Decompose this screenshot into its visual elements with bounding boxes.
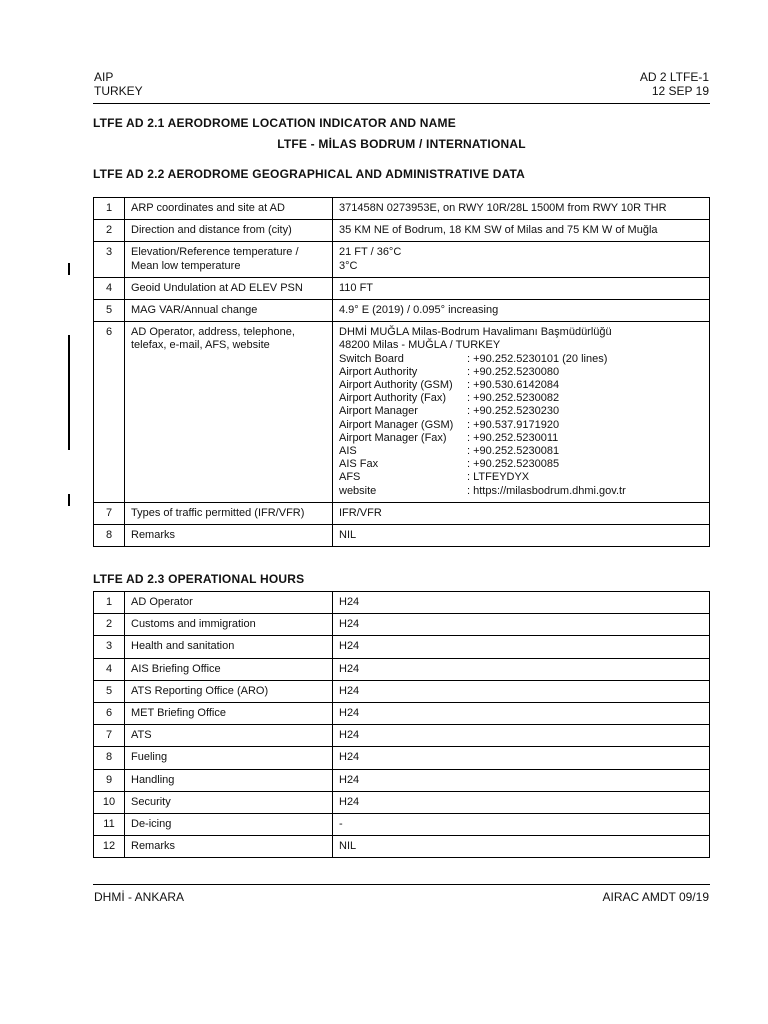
row-number: 7 bbox=[94, 725, 125, 747]
operator-name: DHMİ MUĞLA Milas-Bodrum Havalimanı Başmüdürlüğü bbox=[339, 326, 612, 339]
row-value: 4.9° E (2019) / 0.095° increasing bbox=[333, 300, 710, 322]
section-2-2-title: LTFE AD 2.2 AERODROME GEOGRAPHICAL AND ADMINISTRATIVE DATA bbox=[93, 167, 526, 181]
table-row bbox=[94, 322, 710, 503]
table-row bbox=[94, 300, 710, 322]
row-item-line: Mean low temperature bbox=[131, 259, 241, 272]
contact-label: Airport Manager (Fax) bbox=[339, 431, 447, 444]
contact-label: website bbox=[339, 484, 377, 497]
row-value: NIL bbox=[333, 836, 710, 858]
footer-rule bbox=[93, 884, 710, 885]
geo-admin-data-table bbox=[93, 197, 710, 547]
table-row bbox=[94, 836, 710, 858]
row-item: Direction and distance from (city) bbox=[125, 220, 333, 242]
row-value-line: 21 FT / 36°C bbox=[339, 246, 402, 259]
page-reference: AD 2 LTFE-1 bbox=[639, 70, 709, 84]
row-item: ATS bbox=[125, 725, 333, 747]
row-value: H24 bbox=[333, 791, 710, 813]
row-value: NIL bbox=[333, 525, 710, 547]
table-row bbox=[94, 636, 710, 658]
table-row bbox=[94, 658, 710, 680]
contact-value: : +90.530.6142084 bbox=[467, 379, 560, 392]
contact-label: Airport Authority bbox=[339, 365, 418, 378]
table-row bbox=[94, 769, 710, 791]
table-row bbox=[94, 592, 710, 614]
row-number: 7 bbox=[94, 502, 125, 524]
row-number: 8 bbox=[94, 525, 125, 547]
row-number: 10 bbox=[94, 791, 125, 813]
contact-value: : +90.537.9171920 bbox=[467, 418, 560, 431]
table-row bbox=[94, 277, 710, 299]
operator-address: 48200 Milas - MUĞLA / TURKEY bbox=[339, 339, 501, 352]
row-value: H24 bbox=[333, 592, 710, 614]
row-item: Security bbox=[125, 791, 333, 813]
row-value: H24 bbox=[333, 725, 710, 747]
amendment-reference: AIRAC AMDT 09/19 bbox=[602, 890, 709, 904]
contact-value: : +90.252.5230081 bbox=[467, 445, 560, 458]
table-row bbox=[94, 725, 710, 747]
row-number: 9 bbox=[94, 769, 125, 791]
operator-contact-details bbox=[333, 322, 710, 503]
row-number: 6 bbox=[94, 322, 125, 503]
row-item bbox=[125, 242, 333, 277]
contact-label: Switch Board bbox=[339, 352, 404, 365]
row-number: 3 bbox=[94, 636, 125, 658]
table-row bbox=[94, 525, 710, 547]
row-value: H24 bbox=[333, 703, 710, 725]
row-value: IFR/VFR bbox=[333, 502, 710, 524]
row-value: H24 bbox=[333, 614, 710, 636]
row-value: 371458N 0273953E, on RWY 10R/28L 1500M from RWY 10R THR bbox=[333, 198, 710, 220]
page-header-left bbox=[94, 70, 143, 98]
table-row bbox=[94, 502, 710, 524]
row-number: 2 bbox=[94, 614, 125, 636]
change-bar bbox=[68, 263, 70, 275]
contact-value: : +90.252.5230080 bbox=[467, 365, 560, 378]
contact-label: Airport Authority (Fax) bbox=[339, 392, 446, 405]
row-value: - bbox=[333, 814, 710, 836]
row-number: 3 bbox=[94, 242, 125, 277]
row-value: H24 bbox=[333, 769, 710, 791]
contact-value: : https://milasbodrum.dhmi.gov.tr bbox=[467, 484, 626, 497]
row-item: AD Operator bbox=[125, 592, 333, 614]
row-item: Types of traffic permitted (IFR/VFR) bbox=[125, 502, 333, 524]
row-number: 8 bbox=[94, 747, 125, 769]
publication-name: AIP bbox=[94, 70, 114, 84]
row-item-line: Elevation/Reference temperature / bbox=[131, 246, 299, 259]
row-value: H24 bbox=[333, 636, 710, 658]
row-item: MET Briefing Office bbox=[125, 703, 333, 725]
table-row bbox=[94, 220, 710, 242]
row-item: MAG VAR/Annual change bbox=[125, 300, 333, 322]
contact-label: Airport Authority (GSM) bbox=[339, 379, 453, 392]
row-number: 5 bbox=[94, 680, 125, 702]
table-row bbox=[94, 703, 710, 725]
row-item: Remarks bbox=[125, 836, 333, 858]
row-item: De-icing bbox=[125, 814, 333, 836]
table-row bbox=[94, 198, 710, 220]
row-value: 110 FT bbox=[333, 277, 710, 299]
row-item: ATS Reporting Office (ARO) bbox=[125, 680, 333, 702]
contact-value: : +90.252.5230011 bbox=[467, 431, 559, 444]
country-name: TURKEY bbox=[94, 84, 143, 98]
row-item: Geoid Undulation at AD ELEV PSN bbox=[125, 277, 333, 299]
contact-list bbox=[339, 353, 703, 498]
row-value: H24 bbox=[333, 658, 710, 680]
row-value: H24 bbox=[333, 680, 710, 702]
table-row bbox=[94, 242, 710, 277]
table-row bbox=[94, 614, 710, 636]
section-2-1-title: LTFE AD 2.1 AERODROME LOCATION INDICATOR AND NAME bbox=[93, 116, 456, 130]
row-item: Fueling bbox=[125, 747, 333, 769]
issuing-authority: DHMİ - ANKARA bbox=[94, 890, 185, 904]
contact-label: AFS bbox=[339, 471, 361, 484]
row-item-line: AD Operator, address, telephone, bbox=[131, 326, 295, 339]
row-number: 4 bbox=[94, 658, 125, 680]
row-number: 2 bbox=[94, 220, 125, 242]
contact-label: AIS bbox=[339, 445, 357, 458]
table-row bbox=[94, 791, 710, 813]
contact-label: AIS Fax bbox=[339, 458, 379, 471]
row-item-line: telefax, e-mail, AFS, website bbox=[131, 339, 270, 352]
row-number: 12 bbox=[94, 836, 125, 858]
change-bar bbox=[68, 494, 70, 506]
row-value bbox=[333, 242, 710, 277]
row-number: 5 bbox=[94, 300, 125, 322]
contact-value: : +90.252.5230101 (20 lines) bbox=[467, 352, 608, 365]
table-row bbox=[94, 814, 710, 836]
row-value: 35 KM NE of Bodrum, 18 KM SW of Milas and 75 KM W of Muğla bbox=[333, 220, 710, 242]
row-number: 1 bbox=[94, 198, 125, 220]
row-number: 1 bbox=[94, 592, 125, 614]
contact-value: : LTFEYDYX bbox=[467, 471, 530, 484]
contact-value: : +90.252.5230085 bbox=[467, 458, 560, 471]
section-2-3-title: LTFE AD 2.3 OPERATIONAL HOURS bbox=[93, 572, 305, 586]
aerodrome-name: LTFE - MİLAS BODRUM / INTERNATIONAL bbox=[277, 137, 526, 151]
row-item: Handling bbox=[125, 769, 333, 791]
operational-hours-table bbox=[93, 591, 710, 858]
table-row bbox=[94, 747, 710, 769]
change-bar bbox=[68, 335, 70, 450]
row-number: 4 bbox=[94, 277, 125, 299]
contact-label: Airport Manager (GSM) bbox=[339, 418, 454, 431]
row-item: Health and sanitation bbox=[125, 636, 333, 658]
contact-value: : +90.252.5230082 bbox=[467, 392, 560, 405]
row-value: H24 bbox=[333, 747, 710, 769]
row-number: 6 bbox=[94, 703, 125, 725]
row-item: AIS Briefing Office bbox=[125, 658, 333, 680]
row-item: Customs and immigration bbox=[125, 614, 333, 636]
header-rule bbox=[93, 103, 710, 104]
row-item: Remarks bbox=[125, 525, 333, 547]
row-number: 11 bbox=[94, 814, 125, 836]
row-item: ARP coordinates and site at AD bbox=[125, 198, 333, 220]
page-header-right bbox=[640, 70, 709, 98]
contact-label: Airport Manager bbox=[339, 405, 418, 418]
row-value-line: 3°C bbox=[339, 259, 358, 272]
contact-value: : +90.252.5230230 bbox=[467, 405, 560, 418]
table-row bbox=[94, 680, 710, 702]
row-item bbox=[125, 322, 333, 503]
publication-date: 12 SEP 19 bbox=[651, 84, 709, 98]
